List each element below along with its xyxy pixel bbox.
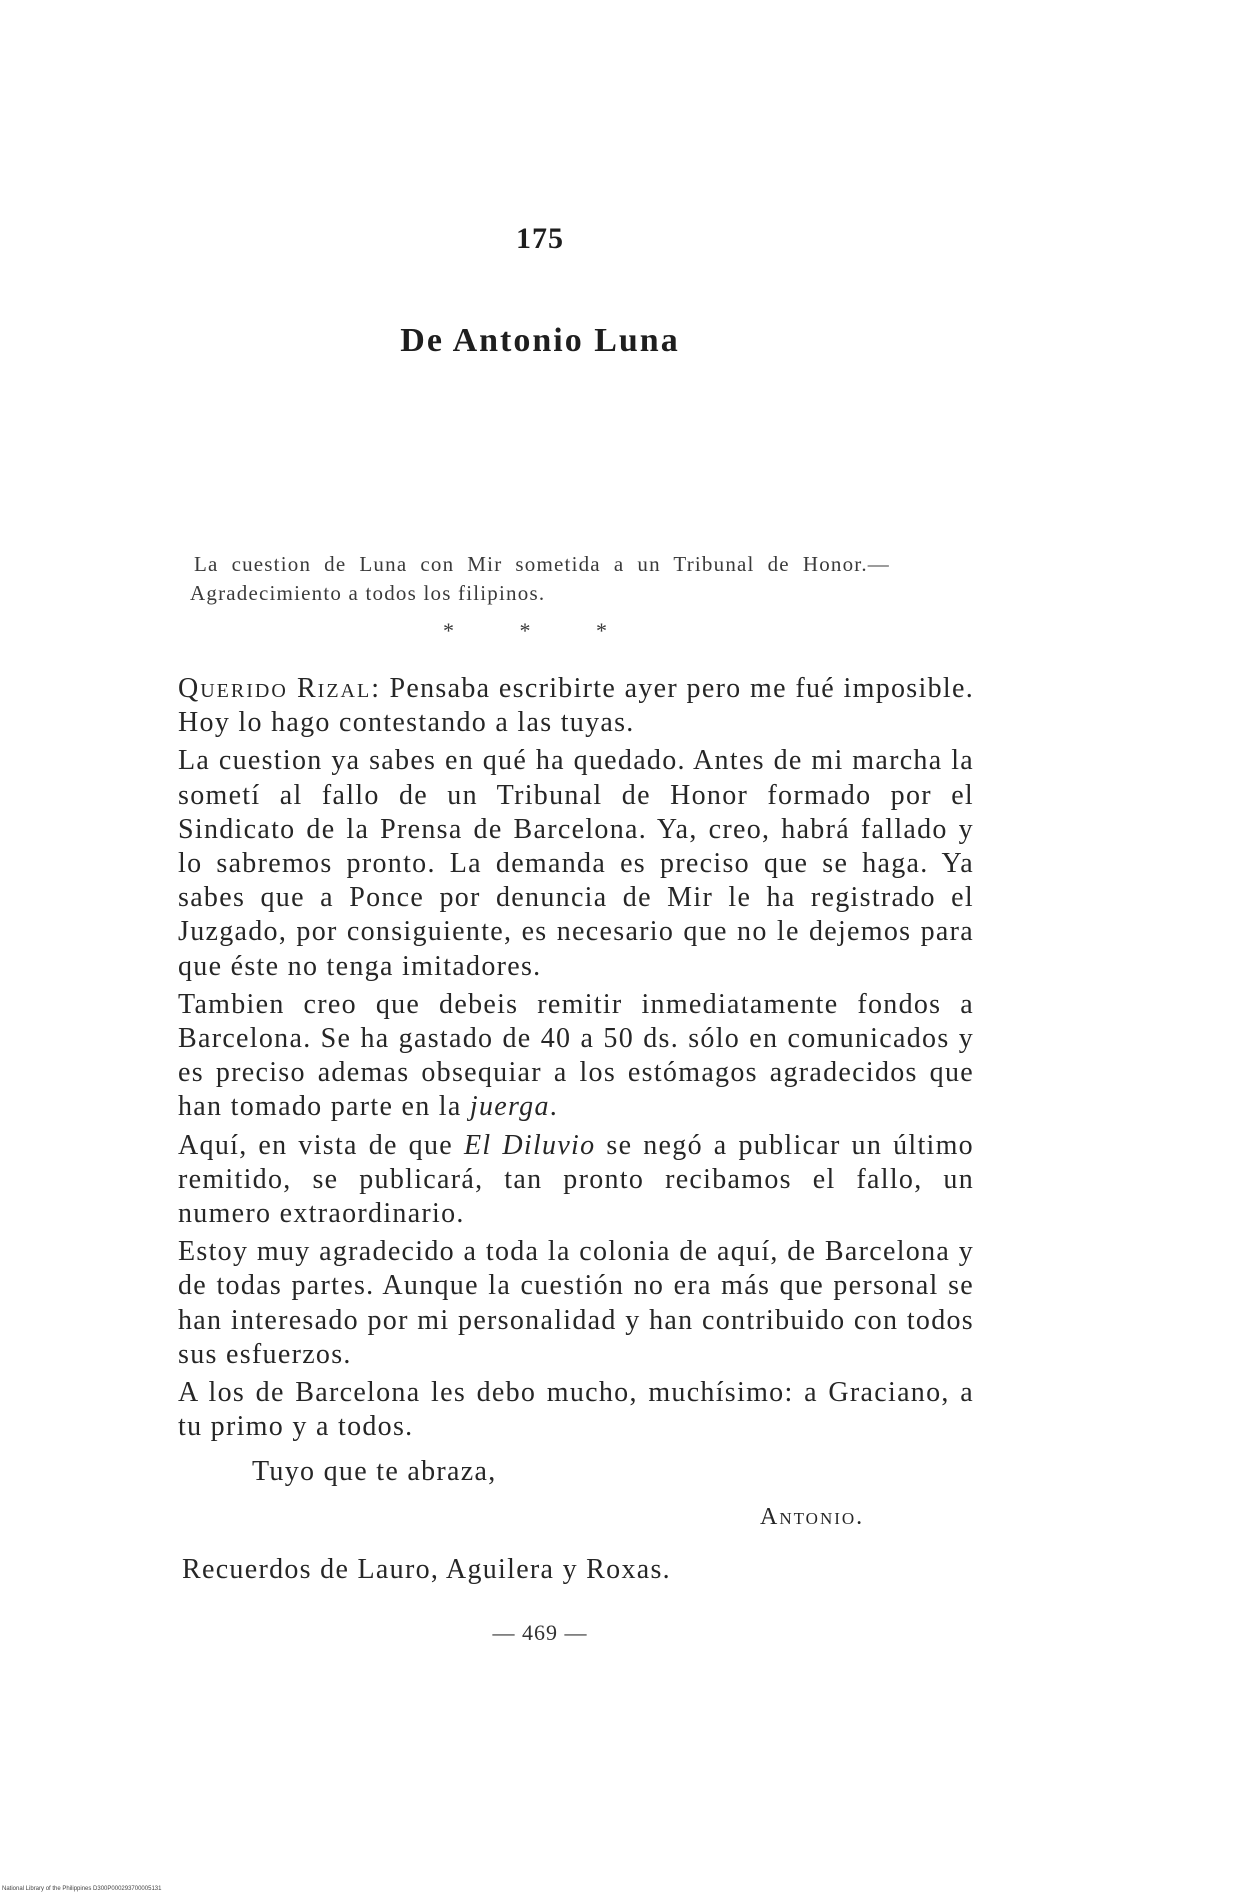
paragraph-1-text: Pensaba escribirte ayer pero me fué imposible. Hoy lo hago contestando a las tuyas. xyxy=(178,673,974,739)
paragraph-2: La cuestion ya sabes en qué ha quedado. Antes de mi marcha la sometí al fallo de un Tribunal de Honor formado por el Sindicato de la Prensa de Barcelona. Ya, creo, habrá fallado y lo sabremos pronto. La demanda es preciso que se haga. Ya sabes que a Ponce por denuncia de Mir le ha registrado el Juzgado, por consiguiente, es necesario que no le dejemos para que éste no tenga imitadores. xyxy=(178,745,974,982)
paragraph-3-text-a: Tambien creo que debeis remitir inmediatamente fondos a Barcelona. Se ha gastado de 40 a 50 ds. sólo en comunicados y es preciso ademas obsequiar a los estómagos agradecidos que han tomado parte en la xyxy=(178,988,974,1123)
paragraph-3-italic: juerga xyxy=(469,1091,550,1123)
folio: — 469 — xyxy=(492,1620,588,1645)
section-asterisks: * * * xyxy=(443,618,637,643)
paragraph-4-italic: El Diluvio xyxy=(463,1129,596,1161)
footer-credit: National Library of the Philippines D300P000293700005131 xyxy=(2,1886,162,1892)
paragraph-4-text-a: Aquí, en vista de que xyxy=(178,1129,464,1161)
letter-summary: La cuestion de Luna con Mir sometida a un Tribunal de Honor.— Agradecimiento a todos los filipinos. xyxy=(190,552,890,605)
paragraph-4 xyxy=(178,1129,974,1232)
letter-body xyxy=(178,672,974,1448)
paragraph-1 xyxy=(178,672,974,740)
signature: Antonio. xyxy=(760,1504,865,1530)
closing: Tuyo que te abraza, xyxy=(252,1456,497,1487)
paragraph-4-text-b: se negó a publicar un último remitido, se publicará, tan pronto recibamos el fallo, un numero extraordinario. xyxy=(178,1129,974,1230)
paragraph-6: A los de Barcelona les debo mucho, muchísimo: a Graciano, a tu primo y a todos. xyxy=(178,1377,974,1443)
salutation: Querido Rizal: xyxy=(178,673,381,704)
paragraph-3 xyxy=(178,988,974,1125)
page-title: De Antonio Luna xyxy=(400,322,680,359)
page-number: 175 xyxy=(516,222,564,255)
paragraph-3-text-b: . xyxy=(549,1091,559,1123)
postscript: Recuerdos de Lauro, Aguilera y Roxas. xyxy=(182,1554,671,1585)
paragraph-5: Estoy muy agradecido a toda la colonia de aquí, de Barcelona y de todas partes. Aunque la cuestión no era más que personal se han interesado por mi personalidad y han contribuido con todos sus esfuerzos. xyxy=(178,1236,974,1370)
